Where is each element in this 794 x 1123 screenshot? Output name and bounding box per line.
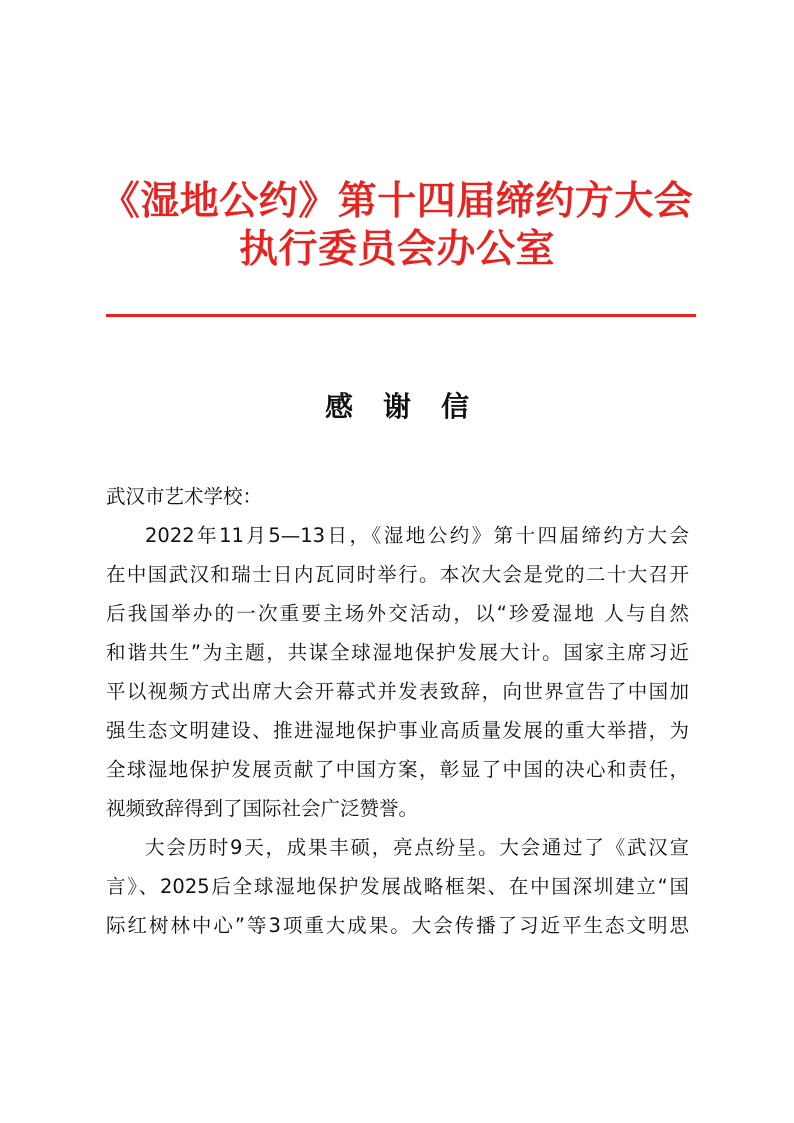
red-divider-line bbox=[106, 314, 696, 317]
body-line-11: 际红树林中心”等3项重大成果。大会传播了习近平生态文明思 bbox=[106, 914, 689, 937]
body-line-10: 言》、2025后全球湿地保护发展战略框架、在中国深圳建立“国 bbox=[106, 875, 689, 898]
salutation: 武汉市艺术学校： bbox=[106, 485, 263, 508]
header-title-line-1: 《湿地公约》第十四届缔约方大会 bbox=[100, 178, 694, 224]
body-line-7: 全球湿地保护发展贡献了中国方案，彰显了中国的决心和责任， bbox=[106, 758, 689, 781]
body-line-8: 视频致辞得到了国际社会广泛赞誉。 bbox=[106, 797, 419, 820]
header-title-line-2: 执行委员会办公室 bbox=[238, 226, 555, 272]
body-line-3: 后我国举办的一次重要主场外交活动，以“珍爱湿地 人与自然 bbox=[106, 602, 689, 625]
body-line-6: 强生态文明建设、推进湿地保护事业高质量发展的重大举措，为 bbox=[106, 719, 689, 742]
letter-title: 感谢信 bbox=[324, 390, 499, 423]
body-line-1: 2022年11月5—13日，《湿地公约》第十四届缔约方大会 bbox=[145, 524, 689, 547]
body-line-2: 在中国武汉和瑞士日内瓦同时举行。本次大会是党的二十大召开 bbox=[106, 563, 689, 586]
body-line-4: 和谐共生”为主题，共谋全球湿地保护发展大计。国家主席习近 bbox=[106, 641, 689, 664]
body-line-9: 大会历时9天，成果丰硕，亮点纷呈。大会通过了《武汉宣 bbox=[145, 836, 689, 859]
body-line-5: 平以视频方式出席大会开幕式并发表致辞，向世界宣告了中国加 bbox=[106, 680, 689, 703]
